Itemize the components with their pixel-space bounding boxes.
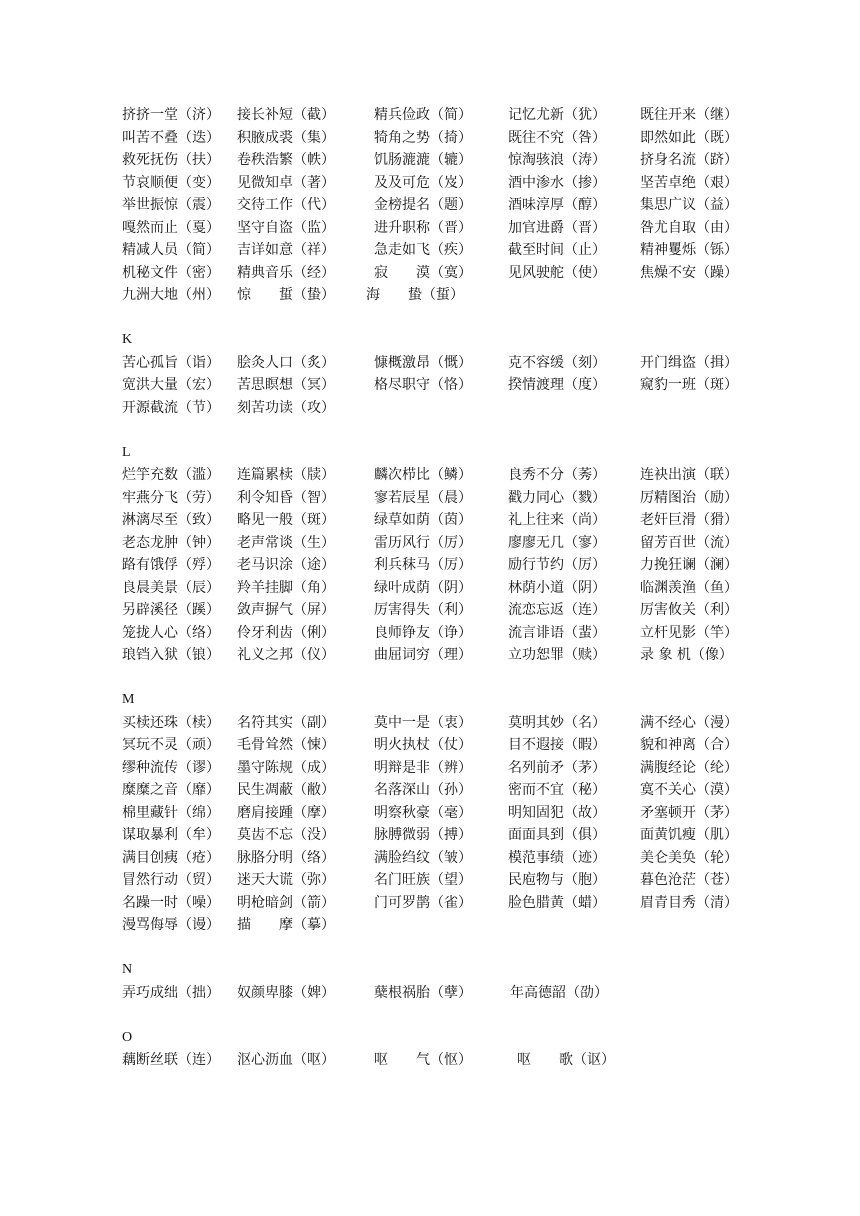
word-entry: 苦思瞑想（冥）: [237, 377, 335, 393]
word-entry: 漫骂侮辱（谩）: [122, 917, 220, 933]
word-entry: 积腋成裘（集）: [237, 129, 335, 146]
word-entry: 连篇累椟（牍）: [237, 467, 335, 483]
word-entry: 苦心孤旨（诣）: [122, 354, 220, 371]
word-entry: 麟次栉比（鳞）: [374, 467, 472, 483]
word-row: [122, 127, 762, 150]
word-entry: 莫中一是（衷）: [374, 714, 472, 731]
word-entry: 冥玩不灵（顽）: [122, 737, 220, 753]
word-entry: 急走如飞（疾）: [374, 242, 472, 258]
word-entry: 年高德韶（劭）: [510, 984, 608, 1001]
word-row: [122, 172, 762, 195]
word-row: [122, 104, 762, 127]
word-entry: 满腹经论（纶）: [640, 759, 738, 776]
word-entry: 嘎然而止（戛）: [122, 219, 220, 236]
word-entry: 谋取暴利（牟）: [122, 827, 220, 843]
word-row: [122, 284, 762, 307]
word-row: [122, 982, 762, 1005]
word-entry: 羚羊挂脚（角）: [237, 579, 335, 596]
word-entry: 明辩是非（辨）: [374, 759, 472, 776]
section-m: [122, 689, 762, 937]
word-entry: 连袂出演（联）: [640, 467, 738, 483]
word-row: [122, 847, 762, 870]
word-row: [122, 149, 762, 172]
word-row: [122, 397, 762, 420]
word-entry: 脸色腊黄（蜡）: [508, 894, 606, 911]
word-entry: 挤身名流（跻）: [640, 152, 738, 168]
word-entry: 加官进爵（晋）: [508, 219, 606, 236]
word-row: [122, 554, 762, 577]
word-entry: 录 象 机（像）: [640, 647, 733, 663]
word-entry: 名落深山（孙）: [374, 782, 472, 798]
word-entry: 缪种流传（谬）: [122, 759, 220, 776]
word-entry: 略见一般（斑）: [237, 512, 335, 528]
word-entry: 迷天大谎（弥）: [237, 872, 335, 888]
word-row: [122, 487, 762, 510]
word-row: [122, 869, 762, 892]
word-entry: 名躁一时（噪）: [122, 894, 220, 911]
word-entry: 立功恕罪（赎）: [508, 647, 606, 663]
word-entry: 脍灸人口（炙）: [237, 354, 335, 371]
word-entry: 咎尤自取（由）: [640, 219, 738, 236]
word-entry: 交待工作（代）: [237, 197, 335, 213]
word-entry: 寞不关心（漠）: [640, 782, 738, 798]
word-entry: 牢燕分飞（劳）: [122, 489, 220, 506]
word-entry: 绿叶成荫（阴）: [374, 579, 472, 596]
section-o: [122, 1027, 762, 1072]
word-entry: 酒味淳厚（醇）: [508, 197, 606, 213]
word-entry: 流恋忘返（连）: [508, 602, 606, 618]
word-row: [122, 194, 762, 217]
section-k: [122, 329, 762, 419]
word-entry: 明知固犯（故）: [508, 804, 606, 821]
word-entry: 暮色沧茫（苍）: [640, 872, 738, 888]
word-row: [122, 464, 762, 487]
word-entry: 见微知卓（著）: [237, 174, 335, 191]
word-entry: 眉青目秀（清）: [640, 894, 738, 911]
word-entry: 曲屈词穷（理）: [374, 647, 472, 663]
word-entry: 焦燥不安（躁）: [640, 264, 738, 281]
word-entry: 门可罗鹊（雀）: [374, 894, 472, 911]
word-entry: 揆情渡理（度）: [508, 377, 606, 393]
section-heading: L: [122, 444, 131, 460]
word-entry: 笼拢人心（络）: [122, 624, 220, 641]
word-row: [122, 532, 762, 555]
word-entry: 戳力同心（戮）: [508, 489, 606, 506]
word-row: [122, 599, 762, 622]
word-entry: 海 蛰（蜇）: [366, 287, 464, 303]
word-entry: 金榜提名（题）: [374, 197, 472, 213]
word-entry: 目不遐接（暇）: [508, 737, 606, 753]
word-entry: 举世振惊（震）: [122, 197, 220, 213]
word-entry: 坚苦卓绝（艰）: [640, 174, 738, 191]
word-entry: 藕断丝联（连）: [122, 1052, 220, 1068]
document-page: [122, 104, 762, 1072]
word-entry: 立杆见影（竿）: [640, 624, 738, 641]
word-entry: 见风驶舵（使）: [508, 264, 606, 281]
word-row: [122, 824, 762, 847]
word-entry: 既往开来（继）: [640, 107, 738, 123]
word-entry: 进升职称（晋）: [374, 219, 472, 236]
word-entry: 精神矍烁（铄）: [640, 242, 738, 258]
word-entry: 毛骨耸然（悚）: [237, 737, 335, 753]
word-entry: 厉害攸关（利）: [640, 602, 738, 618]
word-row: [122, 802, 762, 825]
word-entry: 琅铛入狱（锒）: [122, 647, 220, 663]
word-entry: 节哀顺便（变）: [122, 174, 220, 191]
word-entry: 廖廖无几（寥）: [508, 534, 606, 551]
word-entry: 励行节约（厉）: [508, 557, 606, 573]
word-entry: 格尽职守（恪）: [374, 377, 472, 393]
word-entry: 卷秩浩繁（帙）: [237, 152, 335, 168]
word-entry: 慷概激昂（慨）: [374, 354, 472, 371]
word-entry: 棉里藏针（绵）: [122, 804, 220, 821]
word-row: [122, 374, 762, 397]
word-entry: 密而不宜（秘）: [508, 782, 606, 798]
word-entry: 老奸巨滑（猾）: [640, 512, 738, 528]
word-entry: 惊淘骇浪（涛）: [508, 152, 606, 168]
word-entry: 寥若辰星（晨）: [374, 489, 472, 506]
word-entry: 吉详如意（祥）: [237, 242, 335, 258]
word-row: [122, 644, 762, 667]
word-entry: 老声常谈（生）: [237, 534, 335, 551]
section-heading: N: [122, 962, 133, 977]
word-entry: 奴颜卑膝（婢）: [237, 984, 335, 1001]
word-entry: 窥豹一班（斑）: [640, 377, 738, 393]
word-entry: 及及可危（岌）: [374, 174, 472, 191]
word-row: [122, 712, 762, 735]
word-entry: 敛声摒气（屏）: [237, 602, 335, 618]
word-entry: 机秘文件（密）: [122, 264, 220, 281]
word-entry: 绿草如荫（茵）: [374, 512, 472, 528]
word-entry: 名列前矛（茅）: [508, 759, 606, 776]
word-row: [122, 914, 762, 937]
word-row: [122, 352, 762, 375]
word-entry: 坚守自盗（监）: [237, 219, 335, 236]
word-entry: 截至时间（止）: [508, 242, 606, 258]
word-entry: 厉害得失（利）: [374, 602, 472, 618]
word-row: [122, 622, 762, 645]
word-entry: 即然如此（既）: [640, 129, 738, 146]
word-entry: 民庖物与（胞）: [508, 872, 606, 888]
word-entry: 厉精图治（励）: [640, 489, 738, 506]
word-entry: 路有饿俘（殍）: [122, 557, 220, 573]
word-entry: 老态龙肿（钟）: [122, 534, 220, 551]
word-entry: 明察秋豪（毫）: [374, 804, 472, 821]
word-entry: 集思广议（益）: [640, 197, 738, 213]
word-entry: 雷历风行（厉）: [374, 534, 472, 551]
word-entry: 良晨美景（辰）: [122, 579, 220, 596]
word-entry: 叫苦不叠（迭）: [122, 129, 220, 146]
word-entry: 寂 漠（寞）: [374, 264, 472, 281]
word-entry: 明枪暗剑（箭）: [237, 894, 335, 911]
word-entry: 呕 歌（讴）: [517, 1052, 615, 1068]
word-entry: 模范事绩（迹）: [508, 849, 606, 866]
word-entry: 临渊羡渔（鱼）: [640, 579, 738, 596]
word-entry: 面面具到（俱）: [508, 827, 606, 843]
word-entry: 九洲大地（州）: [122, 287, 220, 303]
word-entry: 宽洪大量（宏）: [122, 377, 220, 393]
word-entry: 惊 蜇（蛰）: [237, 287, 335, 303]
word-entry: 糜糜之音（靡）: [122, 782, 220, 798]
word-entry: 既往不究（咎）: [508, 129, 606, 146]
section-continued: [122, 104, 762, 307]
word-entry: 另辟溪径（蹊）: [122, 602, 220, 618]
word-entry: 烂竽充数（滥）: [122, 467, 220, 483]
word-entry: 利兵秣马（厉）: [374, 557, 472, 573]
word-row: [122, 577, 762, 600]
word-entry: 利令知昏（智）: [237, 489, 335, 506]
word-entry: 精兵俭政（简）: [374, 107, 472, 123]
word-entry: 老马识涂（途）: [237, 557, 335, 573]
word-entry: 林荫小道（阴）: [508, 579, 606, 596]
word-entry: 美仑美奂（轮）: [640, 849, 738, 866]
word-entry: 饥肠漉漉（辘）: [374, 152, 472, 168]
word-entry: 良师铮友（诤）: [374, 624, 472, 641]
word-entry: 满脸绉纹（皱）: [374, 849, 472, 866]
word-entry: 名符其实（副）: [237, 714, 335, 731]
word-entry: 犄角之势（掎）: [374, 129, 472, 146]
word-entry: 酒中渗水（掺）: [508, 174, 606, 191]
word-row: [122, 239, 762, 262]
word-entry: 墨守陈规（成）: [237, 759, 335, 776]
word-entry: 淋漓尽至（致）: [122, 512, 220, 528]
word-entry: 记忆尤新（犹）: [508, 107, 606, 123]
section-heading: K: [122, 332, 133, 347]
word-entry: 貌和神离（合）: [640, 737, 738, 753]
word-entry: 脉膊微弱（搏）: [374, 827, 472, 843]
word-entry: 开门缉盗（揖）: [640, 354, 738, 371]
word-entry: 莫齿不忘（没）: [237, 827, 335, 843]
word-entry: 救死抚伤（扶）: [122, 152, 220, 168]
word-entry: 挤挤一堂（济）: [122, 107, 220, 123]
word-row: [122, 509, 762, 532]
word-row: [122, 757, 762, 780]
word-row: [122, 1049, 762, 1072]
word-entry: 名门旺族（望）: [374, 872, 472, 888]
word-row: [122, 734, 762, 757]
word-entry: 沤心沥血（呕）: [237, 1052, 335, 1068]
word-entry: 流言诽语（蜚）: [508, 624, 606, 641]
word-entry: 满目创痍（疮）: [122, 849, 220, 866]
word-row: [122, 262, 762, 285]
word-row: [122, 892, 762, 915]
word-entry: 满不经心（漫）: [640, 714, 738, 731]
word-entry: 克不容缓（刻）: [508, 354, 606, 371]
word-entry: 蘖根祸胎（孽）: [374, 984, 472, 1001]
word-entry: 礼上往来（尚）: [508, 512, 606, 528]
word-entry: 买椟还珠（椟）: [122, 714, 220, 731]
word-entry: 精典音乐（经）: [237, 264, 335, 281]
word-entry: 冒然行动（贸）: [122, 872, 220, 888]
word-entry: 伶牙利齿（俐）: [237, 624, 335, 641]
word-entry: 民生凋蔽（敝）: [237, 782, 335, 798]
word-entry: 礼义之邦（仪）: [237, 647, 335, 663]
word-row: [122, 779, 762, 802]
word-entry: 弄巧成绌（拙）: [122, 984, 220, 1001]
word-row: [122, 217, 762, 240]
word-entry: 莫明其妙（名）: [508, 714, 606, 731]
word-entry: 开源截流（节）: [122, 399, 220, 416]
section-heading: M: [122, 692, 135, 707]
word-entry: 精减人员（简）: [122, 242, 220, 258]
section-heading: O: [122, 1029, 133, 1045]
word-entry: 接长补短（截）: [237, 107, 335, 123]
word-entry: 呕 气（怄）: [374, 1052, 472, 1068]
word-entry: 明火执杖（仗）: [374, 737, 472, 753]
section-l: [122, 442, 762, 667]
word-entry: 描 摩（摹）: [237, 917, 335, 933]
word-entry: 力挽狂谰（澜）: [640, 557, 738, 573]
word-entry: 磨肩接踵（摩）: [237, 804, 335, 821]
word-entry: 良秀不分（莠）: [508, 467, 606, 483]
word-entry: 留芳百世（流）: [640, 534, 738, 551]
word-entry: 刻苦功读（攻）: [237, 399, 335, 416]
section-n: [122, 959, 762, 1004]
word-entry: 矛塞顿开（茅）: [640, 804, 738, 821]
word-entry: 面黄饥瘦（肌）: [640, 827, 738, 843]
word-entry: 脉胳分明（络）: [237, 849, 335, 866]
